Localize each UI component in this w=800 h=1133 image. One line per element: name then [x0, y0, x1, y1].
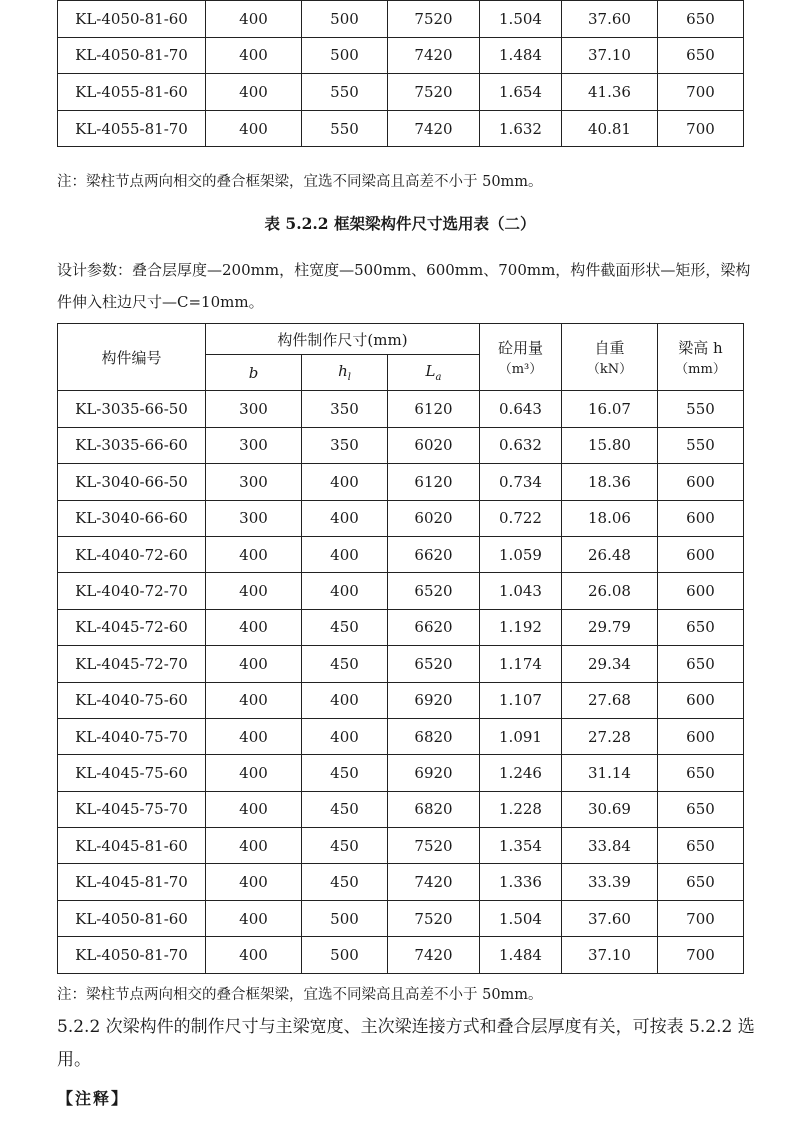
- col-header-height: [658, 324, 744, 391]
- table-cell: 650: [658, 755, 744, 791]
- table-cell: 29.79: [562, 609, 658, 645]
- commentary-label: 【注释】: [57, 1089, 130, 1108]
- table-cell: 550: [302, 110, 388, 147]
- table-row: [58, 464, 744, 500]
- table-cell: 400: [206, 536, 302, 572]
- table-cell: 1.059: [480, 536, 562, 572]
- top-table-body: [58, 1, 744, 147]
- table-cell: 650: [658, 1, 744, 38]
- table-cell: 400: [302, 718, 388, 754]
- table-cell: 1.107: [480, 682, 562, 718]
- table-cell: 1.246: [480, 755, 562, 791]
- table-cell: 6620: [388, 609, 480, 645]
- design-params: 设计参数：叠合层厚度—200mm，柱宽度—500mm、600mm、700mm，构件截面形状—矩形，梁构件伸入柱边尺寸—C=10mm。: [57, 261, 751, 311]
- table-cell: 400: [206, 864, 302, 900]
- table-cell: 6620: [388, 536, 480, 572]
- table-cell: KL-3035-66-60: [58, 427, 206, 463]
- table-cell: 1.654: [480, 74, 562, 111]
- table-row: [58, 609, 744, 645]
- table-cell: 30.69: [562, 791, 658, 827]
- table-cell: 400: [206, 755, 302, 791]
- height-unit: （mm）: [675, 362, 726, 378]
- table-cell: 7520: [388, 900, 480, 936]
- table-cell: KL-4045-81-60: [58, 828, 206, 864]
- table-cell: 400: [206, 828, 302, 864]
- table-cell: 450: [302, 755, 388, 791]
- main-table-header: [58, 324, 744, 391]
- table-cell: 6520: [388, 646, 480, 682]
- table-cell: KL-4045-72-60: [58, 609, 206, 645]
- table-cell: KL-4040-75-70: [58, 718, 206, 754]
- table-cell: 650: [658, 828, 744, 864]
- table-cell: 500: [302, 937, 388, 973]
- hl-sub: l: [347, 372, 351, 384]
- table-cell: KL-4040-72-70: [58, 573, 206, 609]
- table-cell: KL-4045-75-70: [58, 791, 206, 827]
- table-cell: 27.28: [562, 718, 658, 754]
- table-cell: 7520: [388, 828, 480, 864]
- table-cell: 16.07: [562, 391, 658, 427]
- table-cell: 7420: [388, 864, 480, 900]
- table-note-1: 注：梁柱节点两向相交的叠合框架梁，宜选不同梁高且高差不小于 50mm。: [57, 174, 543, 190]
- table-row: [58, 573, 744, 609]
- table-cell: 40.81: [562, 110, 658, 147]
- table-cell: 400: [206, 646, 302, 682]
- table-cell: 6120: [388, 391, 480, 427]
- clause-paragraph: 5.2.2 次梁构件的制作尺寸与主梁宽度、主次梁连接方式和叠合层厚度有关，可按表 5.2.2 选用。: [57, 1017, 755, 1070]
- table-cell: 1.336: [480, 864, 562, 900]
- table-cell: KL-4050-81-70: [58, 937, 206, 973]
- table-cell: 500: [302, 37, 388, 74]
- col-header-b: b: [206, 355, 302, 391]
- table-cell: 1.192: [480, 609, 562, 645]
- table-note-2: 注：梁柱节点两向相交的叠合框架梁，宜选不同梁高且高差不小于 50mm。: [57, 987, 543, 1003]
- table-row: [58, 391, 744, 427]
- table-cell: 400: [206, 37, 302, 74]
- table-cell: 300: [206, 464, 302, 500]
- table-cell: 650: [658, 646, 744, 682]
- table-cell: 26.48: [562, 536, 658, 572]
- table-cell: KL-4050-81-70: [58, 37, 206, 74]
- table-cell: 6820: [388, 718, 480, 754]
- col-header-id: 构件编号: [58, 324, 206, 391]
- table-cell: 18.06: [562, 500, 658, 536]
- table-cell: 1.504: [480, 900, 562, 936]
- weight-label: 自重: [594, 339, 625, 358]
- table-cell: 700: [658, 74, 744, 111]
- table-cell: 31.14: [562, 755, 658, 791]
- table-row: [58, 646, 744, 682]
- la-sub: a: [435, 372, 442, 384]
- table-cell: 37.10: [562, 937, 658, 973]
- table-cell: 18.36: [562, 464, 658, 500]
- table-cell: 6920: [388, 682, 480, 718]
- table-cell: 700: [658, 937, 744, 973]
- table-cell: KL-3040-66-60: [58, 500, 206, 536]
- table-cell: KL-4040-75-60: [58, 682, 206, 718]
- table-cell: 450: [302, 828, 388, 864]
- table-row: [58, 791, 744, 827]
- table-cell: 33.39: [562, 864, 658, 900]
- table-cell: 400: [206, 609, 302, 645]
- table-cell: 400: [206, 110, 302, 147]
- table-cell: 300: [206, 427, 302, 463]
- table-cell: 300: [206, 391, 302, 427]
- table-cell: 600: [658, 536, 744, 572]
- table-cell: 1.228: [480, 791, 562, 827]
- table-cell: 550: [658, 427, 744, 463]
- table-cell: 0.643: [480, 391, 562, 427]
- table-cell: KL-3035-66-50: [58, 391, 206, 427]
- top-table: [57, 0, 744, 147]
- table-cell: 650: [658, 791, 744, 827]
- table-cell: KL-4055-81-60: [58, 74, 206, 111]
- table-cell: 6120: [388, 464, 480, 500]
- table-cell: 1.484: [480, 37, 562, 74]
- table-cell: 450: [302, 609, 388, 645]
- table-cell: 400: [302, 464, 388, 500]
- col-header-la: [388, 355, 480, 391]
- table-row: [58, 110, 744, 147]
- table-cell: KL-4045-75-60: [58, 755, 206, 791]
- table-cell: 550: [302, 74, 388, 111]
- concrete-unit: （m³）: [498, 362, 543, 378]
- table-row: [58, 1, 744, 38]
- table-cell: 400: [302, 682, 388, 718]
- table-cell: 600: [658, 718, 744, 754]
- table-cell: 0.734: [480, 464, 562, 500]
- table-cell: 400: [206, 900, 302, 936]
- table-cell: 400: [206, 682, 302, 718]
- table-cell: 400: [206, 937, 302, 973]
- table-cell: KL-4050-81-60: [58, 1, 206, 38]
- table-cell: 6020: [388, 427, 480, 463]
- col-header-concrete: [480, 324, 562, 391]
- table-cell: 400: [206, 791, 302, 827]
- table-cell: 1.174: [480, 646, 562, 682]
- table-cell: 0.722: [480, 500, 562, 536]
- table-cell: 1.632: [480, 110, 562, 147]
- table-cell: 1.484: [480, 937, 562, 973]
- table-cell: 700: [658, 110, 744, 147]
- hl-main: h: [338, 362, 348, 381]
- table-cell: 7420: [388, 937, 480, 973]
- concrete-label: 砼用量: [497, 339, 543, 358]
- table-cell: 350: [302, 427, 388, 463]
- table-cell: 350: [302, 391, 388, 427]
- table-cell: 1.043: [480, 573, 562, 609]
- table-cell: 6520: [388, 573, 480, 609]
- table-cell: 700: [658, 900, 744, 936]
- table-cell: 450: [302, 864, 388, 900]
- table-row: [58, 682, 744, 718]
- table-row: [58, 718, 744, 754]
- table-cell: KL-4040-72-60: [58, 536, 206, 572]
- table-cell: 1.091: [480, 718, 562, 754]
- table-cell: KL-4055-81-70: [58, 110, 206, 147]
- table-cell: 600: [658, 573, 744, 609]
- table-cell: 400: [302, 536, 388, 572]
- main-table: [57, 323, 744, 974]
- col-header-weight: [562, 324, 658, 391]
- table-cell: 400: [206, 74, 302, 111]
- table-cell: 6920: [388, 755, 480, 791]
- table-cell: 1.504: [480, 1, 562, 38]
- table-cell: 41.36: [562, 74, 658, 111]
- table-row: [58, 37, 744, 74]
- table-cell: 37.60: [562, 900, 658, 936]
- table-cell: 6020: [388, 500, 480, 536]
- table-cell: 0.632: [480, 427, 562, 463]
- table-cell: 37.60: [562, 1, 658, 38]
- table-cell: 15.80: [562, 427, 658, 463]
- table-cell: 7420: [388, 37, 480, 74]
- table-cell: 400: [302, 500, 388, 536]
- table-row: [58, 500, 744, 536]
- table-row: [58, 536, 744, 572]
- table-cell: 500: [302, 900, 388, 936]
- weight-unit: （kN）: [586, 362, 633, 378]
- table-cell: 7520: [388, 1, 480, 38]
- table-cell: 650: [658, 37, 744, 74]
- table-cell: 37.10: [562, 37, 658, 74]
- table-cell: 300: [206, 500, 302, 536]
- table-cell: KL-4045-81-70: [58, 864, 206, 900]
- table-cell: KL-3040-66-50: [58, 464, 206, 500]
- table-cell: 600: [658, 682, 744, 718]
- table-cell: 400: [206, 573, 302, 609]
- height-label: 梁高 h: [678, 339, 723, 358]
- col-header-size-group: 构件制作尺寸(mm): [206, 324, 480, 355]
- table-cell: 29.34: [562, 646, 658, 682]
- table-cell: 400: [206, 718, 302, 754]
- table-row: [58, 755, 744, 791]
- table-cell: 26.08: [562, 573, 658, 609]
- table-row: [58, 74, 744, 111]
- table-cell: 500: [302, 1, 388, 38]
- table-cell: KL-4050-81-60: [58, 900, 206, 936]
- table-cell: 27.68: [562, 682, 658, 718]
- table-cell: 600: [658, 500, 744, 536]
- main-table-body: [58, 391, 744, 973]
- table-row: [58, 864, 744, 900]
- table-row: [58, 828, 744, 864]
- table-cell: 650: [658, 609, 744, 645]
- table-cell: 7520: [388, 74, 480, 111]
- table-row: [58, 900, 744, 936]
- table-cell: 1.354: [480, 828, 562, 864]
- table-cell: 33.84: [562, 828, 658, 864]
- table-row: [58, 427, 744, 463]
- table-cell: 450: [302, 791, 388, 827]
- table-cell: 400: [302, 573, 388, 609]
- table-cell: 550: [658, 391, 744, 427]
- table-cell: 450: [302, 646, 388, 682]
- table-cell: KL-4045-72-70: [58, 646, 206, 682]
- table-cell: 650: [658, 864, 744, 900]
- la-main: L: [425, 362, 436, 381]
- table-row: [58, 937, 744, 973]
- table-cell: 600: [658, 464, 744, 500]
- table-cell: 6820: [388, 791, 480, 827]
- table-cell: 400: [206, 1, 302, 38]
- table-cell: 7420: [388, 110, 480, 147]
- col-header-hl: [302, 355, 388, 391]
- table-caption: 表 5.2.2 框架梁构件尺寸选用表（二）: [264, 214, 536, 233]
